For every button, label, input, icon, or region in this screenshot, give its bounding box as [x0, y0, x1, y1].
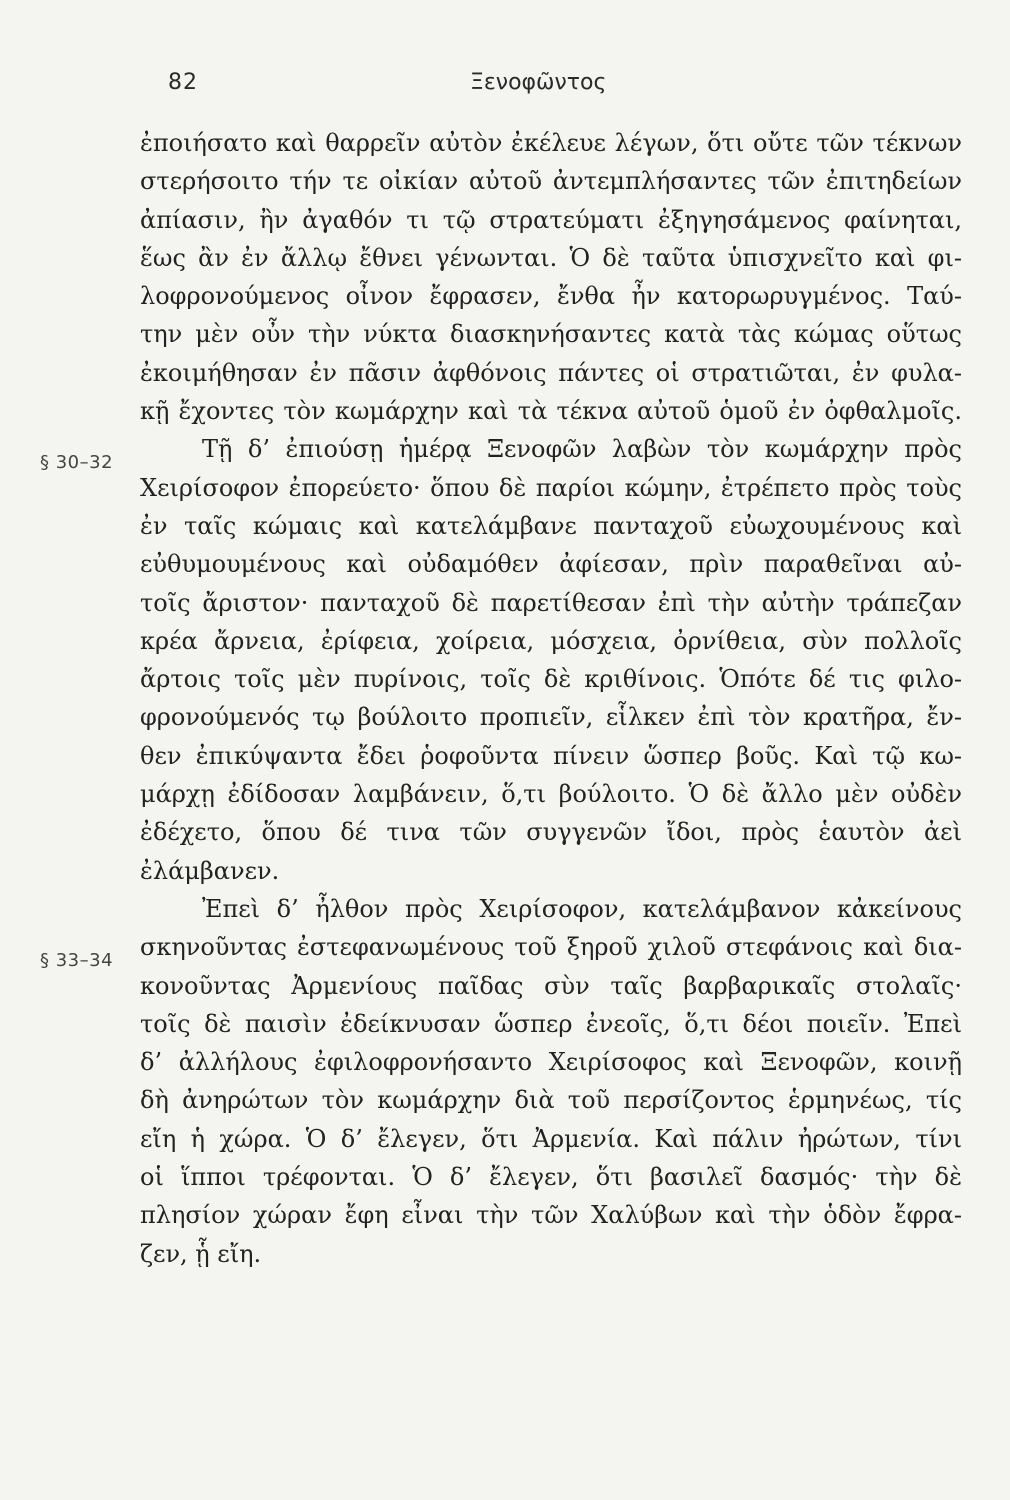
- text-line: ἐδέχετο, ὅπου δέ τινα τῶν συγγενῶν ἴδοι, πρὸς ἑαυτὸν ἀεὶ: [140, 818, 962, 847]
- text-line: ἄρτοις τοῖς μὲν πυρίνοις, τοῖς δὲ κριθίνοις. Ὁπότε δέ τις φιλο-: [140, 665, 962, 694]
- text-line: πλησίον χώραν ἔφη εἶναι τὴν τῶν Χαλύβων καὶ τὴν ὁδὸν ἔφρα-: [140, 1201, 962, 1230]
- text-line: φρονούμενός τῳ βούλοιτο προπιεῖν, εἷλκεν ἐπὶ τὸν κρατῆρα, ἔν-: [140, 703, 962, 732]
- margin-section-note: § 33–34: [40, 950, 114, 971]
- paragraph-first-line: Ἐπεὶ δ’ ἦλθον πρὸς Χειρίσοφον, κατελάμβανον κἀκείνους: [202, 894, 962, 923]
- text-line: εὐθυμουμένους καὶ οὐδαμόθεν ἀφίεσαν, πρὶν παραθεῖναι αὐ-: [140, 550, 962, 579]
- text-line: οἱ ἵπποι τρέφονται. Ὁ δ’ ἔλεγεν, ὅτι βασιλεῖ δασμός· τὴν δὲ: [140, 1163, 962, 1192]
- paragraph-last-line: ζεν, ᾗ εἴη.: [140, 1239, 262, 1268]
- text-line: μάρχῃ ἐδίδοσαν λαμβάνειν, ὅ,τι βούλοιτο. Ὁ δὲ ἄλλο μὲν οὐδὲν: [140, 780, 962, 809]
- text-line: εἴη ἡ χώρα. Ὁ δ’ ἔλεγεν, ὅτι Ἀρμενία. Καὶ πάλιν ἠρώτων, τίνι: [140, 1124, 962, 1153]
- text-line: ἐποιήσατο καὶ θαρρεῖν αὐτὸν ἐκέλευε λέγων, ὅτι οὔτε τῶν τέκνων: [140, 129, 962, 157]
- text-line: σκηνοῦντας ἐστεφανωμένους τοῦ ξηροῦ χιλοῦ στεφάνοις καὶ δια-: [140, 933, 962, 962]
- text-line: κῇ ἔχοντες τὸν κωμάρχην καὶ τὰ τέκνα αὐτοῦ ὁμοῦ ἐν ὀφθαλμοῖς.: [140, 397, 962, 426]
- text-line: Χειρίσοφον ἐπορεύετο· ὅπου δὲ παρίοι κώμην, ἐτρέπετο πρὸς τοὺς: [140, 473, 962, 502]
- text-line: ἐν ταῖς κώμαις καὶ κατελάμβανε πανταχοῦ εὐωχουμένους καὶ: [140, 511, 962, 540]
- text-line: τοῖς δὲ παισὶν ἐδείκνυσαν ὥσπερ ἐνεοῖς, ὅ,τι δέοι ποιεῖν. Ἐπεὶ: [140, 1009, 962, 1038]
- margin-section-note: § 30–32: [40, 452, 114, 473]
- running-title: Ξενοφῶντος: [470, 70, 607, 95]
- text-line: ἕως ἂν ἐν ἄλλῳ ἔθνει γένωνται. Ὁ δὲ ταῦτα ὑπισχνεῖτο καὶ φι-: [140, 243, 962, 272]
- text-line: ἐκοιμήθησαν ἐν πᾶσιν ἀφθόνοις πάντες οἱ στρατιῶται, ἐν φυλα-: [140, 358, 962, 387]
- text-line: τοῖς ἄριστον· πανταχοῦ δὲ παρετίθεσαν ἐπὶ τὴν αὐτὴν τράπεζαν: [140, 588, 962, 617]
- text-line: κονοῦντας Ἀρμενίους παῖδας σὺν ταῖς βαρβαρικαῖς στολαῖς·: [140, 971, 962, 1000]
- text-line: κρέα ἄρνεια, ἐρίφεια, χοίρεια, μόσχεια, ὀρνίθεια, σὺν πολλοῖς: [140, 626, 962, 655]
- running-head: [0, 70, 1010, 110]
- page-number: 82: [168, 70, 198, 95]
- body-text: [140, 124, 962, 1273]
- text-line: στερήσοιτο τήν τε οἰκίαν αὐτοῦ ἀντεμπλήσαντες τῶν ἐπιτηδείων: [140, 167, 962, 196]
- text-line: ἀπίασιν, ἢν ἀγαθόν τι τῷ στρατεύματι ἐξηγησάμενος φαίνηται,: [140, 205, 962, 234]
- text-line: λοφρονούμενος οἶνον ἔφρασεν, ἔνθα ἦν κατορωρυγμένος. Ταύ-: [140, 282, 962, 311]
- text-line: την μὲν οὖν τὴν νύκτα διασκηνήσαντες κατὰ τὰς κώμας οὕτως: [140, 320, 962, 349]
- paragraph-first-line: Τῇ δ’ ἐπιούσῃ ἡμέρᾳ Ξενοφῶν λαβὼν τὸν κωμάρχην πρὸς: [202, 435, 962, 464]
- text-line: δὴ ἀνηρώτων τὸν κωμάρχην διὰ τοῦ περσίζοντος ἑρμηνέως, τίς: [140, 1086, 962, 1115]
- text-line: δ’ ἀλλήλους ἐφιλοφρονήσαντο Χειρίσοφος καὶ Ξενοφῶν, κοινῇ: [140, 1048, 962, 1077]
- paragraph-last-line: ἐλάμβανεν.: [140, 856, 280, 885]
- text-line: θεν ἐπικύψαντα ἔδει ῥοφοῦντα πίνειν ὥσπερ βοῦς. Καὶ τῷ κω-: [140, 741, 962, 770]
